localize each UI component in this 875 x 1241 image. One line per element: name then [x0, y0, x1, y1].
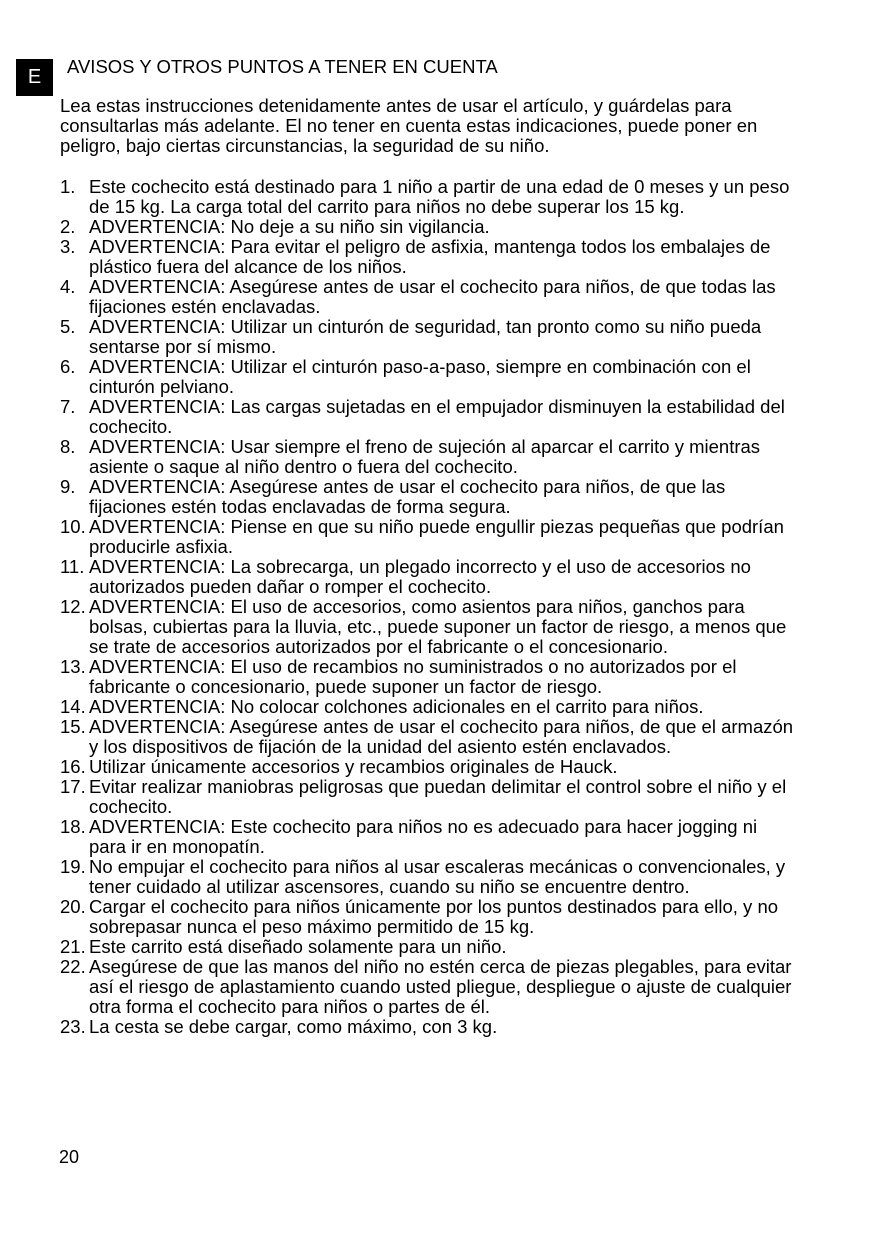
item-text: ADVERTENCIA: Usar siempre el freno de sujeción al aparcar el carrito y mientras asiente o saque al niño dentro o fuera del cochecito. [89, 436, 761, 477]
item-number: 2. [60, 216, 76, 237]
item-text: La cesta se debe cargar, como máximo, con 3 kg. [89, 1016, 498, 1037]
item-number: 12. [60, 596, 86, 617]
item-number: 9. [60, 476, 76, 497]
page-number: 20 [59, 1147, 80, 1167]
item-number: 14. [60, 696, 86, 717]
list-item [60, 217, 795, 237]
list-item [60, 757, 795, 777]
item-number: 17. [60, 776, 86, 797]
list-item [60, 557, 795, 597]
item-number: 11. [60, 556, 85, 577]
item-text: ADVERTENCIA: El uso de recambios no suministrados o no autorizados por el fabricante o concesionario, puede suponer un factor de riesgo. [89, 656, 737, 697]
item-text: ADVERTENCIA: No deje a su niño sin vigilancia. [89, 216, 490, 237]
page-title: AVISOS Y OTROS PUNTOS A TENER EN CUENTA [67, 56, 498, 77]
item-text: ADVERTENCIA: Piense en que su niño puede engullir piezas pequeñas que podrían producirle asfixia. [89, 516, 784, 557]
list-item [60, 437, 795, 477]
item-text: ADVERTENCIA: Asegúrese antes de usar el cochecito para niños, de que el armazón y los dispositivos de fijación de la unidad del asiento estén enclavados. [89, 716, 794, 757]
item-number: 18. [60, 816, 86, 837]
item-text: No empujar el cochecito para niños al usar escaleras mecánicas o convencionales, y tener cuidado al utilizar ascensores, cuando su niño se encuentre dentro. [89, 856, 786, 897]
list-item [60, 717, 795, 757]
item-number: 15. [60, 716, 86, 737]
item-text: Utilizar únicamente accesorios y recambios originales de Hauck. [89, 756, 618, 777]
item-text: ADVERTENCIA: Para evitar el peligro de asfixia, mantenga todos los embalajes de plástico fuera del alcance de los niños. [89, 236, 771, 277]
item-number: 19. [60, 856, 86, 877]
item-number: 10. [60, 516, 86, 537]
list-item [60, 517, 795, 557]
list-item [60, 657, 795, 697]
item-text: ADVERTENCIA: Utilizar un cinturón de seguridad, tan pronto como su niño pueda sentarse por sí mismo. [89, 316, 762, 357]
item-text: ADVERTENCIA: Utilizar el cinturón paso-a-paso, siempre en combinación con el cinturón pelviano. [89, 356, 751, 397]
list-item [60, 597, 795, 657]
item-number: 16. [60, 756, 86, 777]
list-item [60, 397, 795, 437]
list-item [60, 937, 795, 957]
item-text: ADVERTENCIA: Este cochecito para niños no es adecuado para hacer jogging ni para ir en monopatín. [89, 816, 758, 857]
list-item [60, 277, 795, 317]
item-text: ADVERTENCIA: El uso de accesorios, como asientos para niños, ganchos para bolsas, cubiertas para la lluvia, etc., puede suponer un factor de riesgo, a menos que se trate de accesorios autorizados por el fabricante o el concesionario. [89, 596, 787, 657]
list-item [60, 777, 795, 817]
item-number: 4. [60, 276, 76, 297]
item-text: ADVERTENCIA: Las cargas sujetadas en el empujador disminuyen la estabilidad del cochecito. [89, 396, 785, 437]
item-number: 21. [60, 936, 86, 957]
item-number: 3. [60, 236, 76, 257]
list-item [60, 357, 795, 397]
list-item [60, 857, 795, 897]
language-badge: E [16, 59, 53, 96]
item-text: Este cochecito está destinado para 1 niño a partir de una edad de 0 meses y un peso de 15 kg. La carga total del carrito para niños no debe superar los 15 kg. [89, 176, 790, 217]
list-item [60, 897, 795, 937]
item-number: 20. [60, 896, 86, 917]
item-number: 1. [60, 176, 76, 197]
list-item [60, 237, 795, 277]
item-text: Cargar el cochecito para niños únicamente por los puntos destinados para ello, y no sobrepasar nunca el peso máximo permitido de 15 kg. [89, 896, 779, 937]
item-number: 13. [60, 656, 86, 677]
item-text: ADVERTENCIA: La sobrecarga, un plegado incorrecto y el uso de accesorios no autorizados pueden dañar o romper el cochecito. [89, 556, 751, 597]
item-text: ADVERTENCIA: Asegúrese antes de usar el cochecito para niños, de que las fijaciones estén todas enclavadas de forma segura. [89, 476, 726, 517]
warnings-list [60, 177, 795, 1037]
list-item [60, 1017, 795, 1037]
intro-paragraph: Lea estas instrucciones detenidamente antes de usar el artículo, y guárdelas para consultarlas más adelante. El no tener en cuenta estas indicaciones, puede poner en peligro, bajo ciertas circunstancias, la seguridad de su niño. [60, 95, 758, 156]
item-text: Asegúrese de que las manos del niño no estén cerca de piezas plegables, para evitar así el riesgo de aplastamiento cuando usted pliegue, despliegue o ajuste de cualquier otra forma el cochecito para niños o partes de él. [89, 956, 792, 1017]
list-item [60, 817, 795, 857]
item-number: 5. [60, 316, 76, 337]
list-item [60, 697, 795, 717]
item-text: Evitar realizar maniobras peligrosas que puedan delimitar el control sobre el niño y el cochecito. [89, 776, 787, 817]
item-number: 8. [60, 436, 76, 457]
item-number: 7. [60, 396, 76, 417]
item-text: ADVERTENCIA: No colocar colchones adicionales en el carrito para niños. [89, 696, 704, 717]
item-text: ADVERTENCIA: Asegúrese antes de usar el cochecito para niños, de que todas las fijaciones estén enclavadas. [89, 276, 776, 317]
item-number: 23. [60, 1016, 86, 1037]
item-text: Este carrito está diseñado solamente para un niño. [89, 936, 507, 957]
item-number: 22. [60, 956, 86, 977]
list-item [60, 177, 795, 217]
list-item [60, 317, 795, 357]
list-item [60, 957, 795, 1017]
list-item [60, 477, 795, 517]
item-number: 6. [60, 356, 76, 377]
